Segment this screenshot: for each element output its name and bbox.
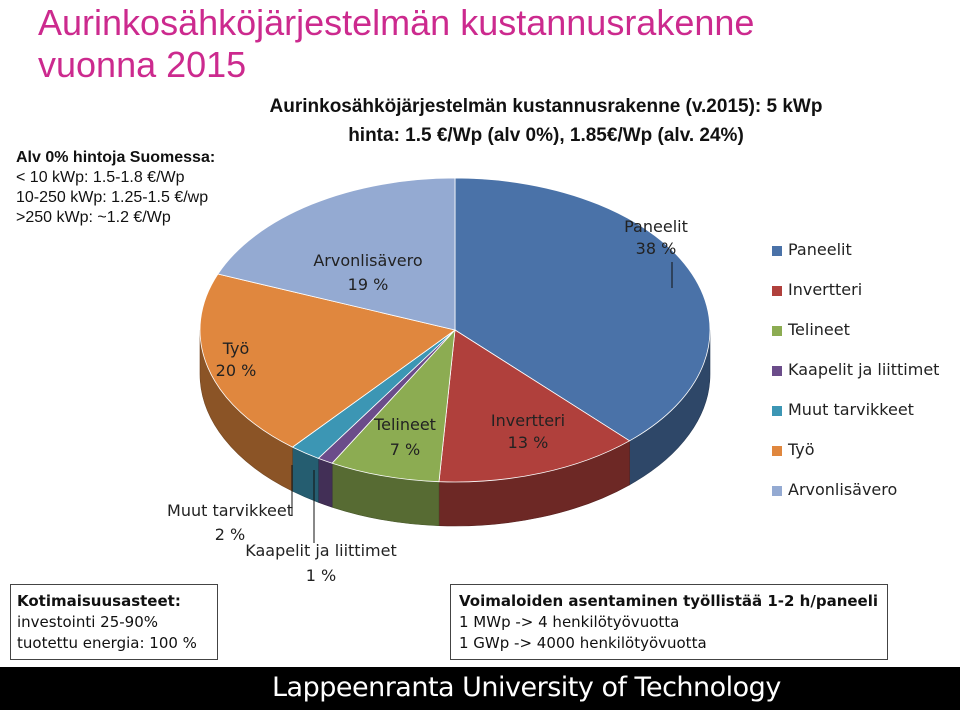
legend-label: Telineet bbox=[788, 320, 850, 339]
price-info-line-2: 10-250 kWp: 1.25-1.5 €/wp bbox=[16, 189, 209, 206]
pie-label-invertteri: Invertteri bbox=[490, 411, 566, 430]
pie-label-telineet: Telineet bbox=[374, 415, 436, 434]
price-info-line-3: >250 kWp: ~1.2 €/Wp bbox=[16, 209, 171, 226]
domestic-content-heading: Kotimaisuusasteet: bbox=[17, 592, 181, 610]
slide-title-line-2: vuonna 2015 bbox=[38, 44, 247, 85]
pie-value-invertteri: 13 % bbox=[507, 433, 549, 452]
pie-label-kaapelit-ja-liittimet: Kaapelit ja liittimet bbox=[245, 541, 397, 560]
domestic-content-box bbox=[10, 584, 218, 660]
footer-university-name: Lappeenranta University of Technology bbox=[272, 672, 781, 703]
legend-swatch bbox=[772, 286, 782, 296]
pie-value-telineet: 7 % bbox=[389, 440, 421, 459]
price-info-heading: Alv 0% hintoja Suomessa: bbox=[16, 149, 216, 166]
employment-box bbox=[450, 584, 888, 660]
pie-label-muut-tarvikkeet: Muut tarvikkeet bbox=[167, 501, 293, 520]
employment-line-2: 1 GWp -> 4000 henkilötyövuotta bbox=[459, 634, 707, 652]
legend-label: Työ bbox=[788, 440, 815, 459]
pie-value-muut-tarvikkeet: 2 % bbox=[214, 525, 246, 544]
pie-value-arvonlis-vero: 19 % bbox=[347, 275, 389, 294]
legend-label: Muut tarvikkeet bbox=[788, 400, 914, 419]
pie-value-kaapelit-ja-liittimet: 1 % bbox=[305, 566, 337, 585]
legend-swatch bbox=[772, 446, 782, 456]
legend-label: Paneelit bbox=[788, 240, 852, 259]
legend-label: Kaapelit ja liittimet bbox=[788, 360, 940, 379]
pie-value-paneelit: 38 % bbox=[635, 239, 677, 258]
price-info-line-1: < 10 kWp: 1.5-1.8 €/Wp bbox=[16, 169, 185, 186]
domestic-content-line-2: tuotettu energia: 100 % bbox=[17, 634, 197, 652]
legend-swatch bbox=[772, 326, 782, 336]
employment-heading: Voimaloiden asentaminen työllistää 1-2 h/paneeli bbox=[459, 592, 878, 610]
legend-label: Invertteri bbox=[788, 280, 863, 299]
employment-line-1: 1 MWp -> 4 henkilötyövuotta bbox=[459, 613, 680, 631]
slide-title-line-1: Aurinkosähköjärjestelmän kustannusrakenne bbox=[38, 2, 755, 43]
chart-title-line-1: Aurinkosähköjärjestelmän kustannusrakenne (v.2015): 5 kWp bbox=[269, 96, 823, 117]
legend-swatch bbox=[772, 366, 782, 376]
legend-swatch bbox=[772, 246, 782, 256]
pie-label-ty: Työ bbox=[222, 339, 250, 358]
legend-label: Arvonlisävero bbox=[788, 480, 898, 499]
pie-label-arvonlis-vero: Arvonlisävero bbox=[313, 251, 423, 270]
legend-swatch bbox=[772, 406, 782, 416]
pie-value-ty: 20 % bbox=[215, 361, 257, 380]
chart-title-line-2: hinta: 1.5 €/Wp (alv 0%), 1.85€/Wp (alv. 24%) bbox=[348, 125, 744, 146]
legend-swatch bbox=[772, 486, 782, 496]
footer-bar bbox=[0, 667, 960, 710]
pie-label-paneelit: Paneelit bbox=[624, 217, 688, 236]
pie-wall-kaapelit-ja-liittimet bbox=[318, 458, 332, 507]
domestic-content-line-1: investointi 25-90% bbox=[17, 613, 158, 631]
